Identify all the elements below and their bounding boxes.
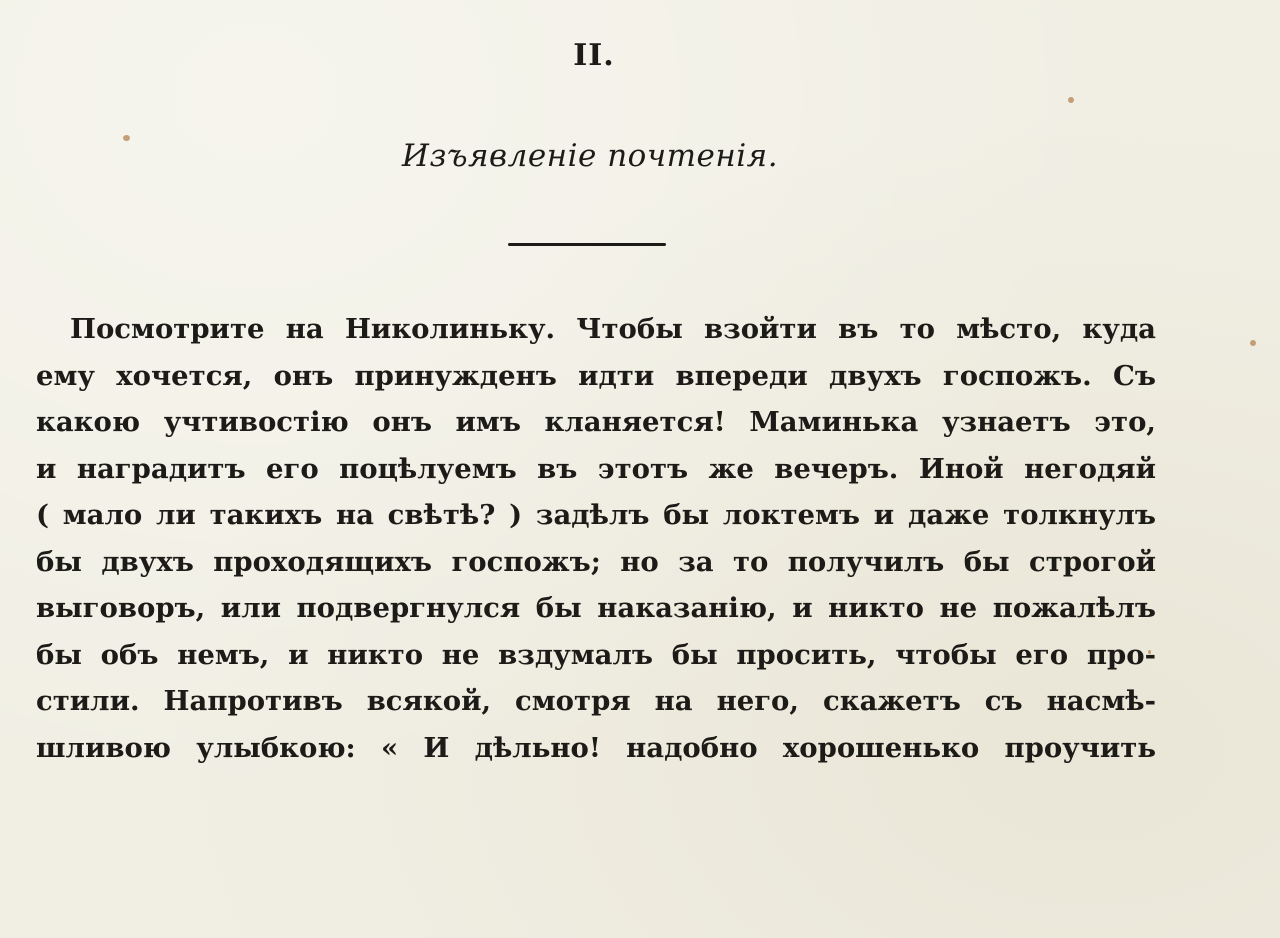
paper-speck: [1068, 97, 1074, 103]
text-line: и наградитъ его поцѣлуемъ въ этотъ же вечеръ. Иной негодяй: [36, 452, 1156, 485]
chapter-numeral: II.: [573, 38, 615, 73]
text-line: ( мало ли такихъ на свѣтѣ? ) задѣлъ бы локтемъ и даже толкнулъ: [36, 499, 1156, 531]
text-line: какою учтивостію онъ имъ кланяется! Маминька узнаетъ это,: [36, 406, 1156, 438]
paper-speck: [1250, 340, 1256, 346]
text-line: бы объ немъ, и никто не вздумалъ бы просить, чтобы его про-: [36, 638, 1156, 671]
text-line: бы двухъ проходящихъ госпожъ; но за то получилъ бы строгой: [36, 545, 1156, 578]
text-line: стили. Напротивъ всякой, смотря на него, скажетъ съ насмѣ-: [36, 685, 1156, 717]
text-line: Посмотрите на Николиньку. Чтобы взойти въ то мѣсто, куда: [70, 313, 1156, 345]
body-paragraph: [36, 306, 1156, 771]
text-line: ему хочется, онъ принужденъ идти впереди двухъ госпожъ. Съ: [36, 359, 1156, 392]
text-line: выговоръ, или подвергнулся бы наказанію, и никто не пожалѣлъ: [36, 592, 1156, 624]
chapter-heading: Изъявленіе почтенія.: [401, 138, 779, 174]
text-line: шливою улыбкою: « И дѣльно! надобно хорошенько проучить: [36, 731, 1156, 764]
heading-rule: [508, 243, 666, 246]
